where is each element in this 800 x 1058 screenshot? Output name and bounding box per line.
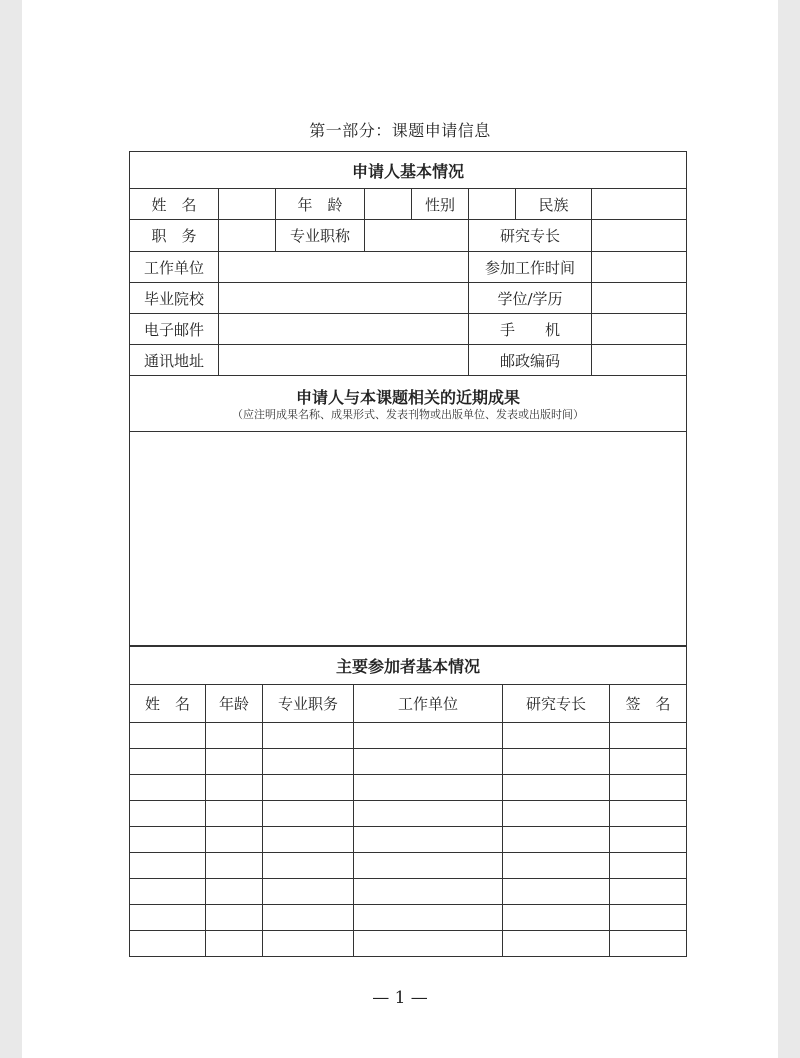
col-signature: 签 名 bbox=[610, 685, 687, 723]
cell-name[interactable] bbox=[130, 827, 206, 853]
cell-workplace[interactable] bbox=[354, 853, 503, 879]
achievements-header: 申请人与本课题相关的近期成果 bbox=[296, 388, 521, 407]
label-position: 职 务 bbox=[130, 220, 219, 252]
label-address: 通讯地址 bbox=[130, 345, 219, 376]
cell-workplace[interactable] bbox=[354, 723, 503, 749]
applicant-info-table bbox=[129, 151, 687, 646]
col-title: 专业职务 bbox=[263, 685, 354, 723]
field-position[interactable] bbox=[219, 220, 276, 252]
field-work-start[interactable] bbox=[592, 252, 687, 283]
section-title: 第一部分：课题申请信息 bbox=[309, 121, 491, 140]
cell-age[interactable] bbox=[206, 931, 263, 957]
cell-specialty[interactable] bbox=[503, 801, 610, 827]
field-postcode[interactable] bbox=[592, 345, 687, 376]
label-title: 专业职称 bbox=[276, 220, 365, 252]
cell-age[interactable] bbox=[206, 827, 263, 853]
cell-specialty[interactable] bbox=[503, 931, 610, 957]
cell-specialty[interactable] bbox=[503, 723, 610, 749]
cell-name[interactable] bbox=[130, 853, 206, 879]
cell-age[interactable] bbox=[206, 905, 263, 931]
table-row bbox=[130, 775, 687, 801]
cell-signature[interactable] bbox=[610, 931, 687, 957]
label-phone: 手 机 bbox=[469, 314, 592, 345]
field-specialty[interactable] bbox=[592, 220, 687, 252]
participant-rows bbox=[130, 723, 687, 957]
cell-signature[interactable] bbox=[610, 827, 687, 853]
field-title[interactable] bbox=[365, 220, 469, 252]
cell-title[interactable] bbox=[263, 827, 354, 853]
cell-title[interactable] bbox=[263, 879, 354, 905]
field-email[interactable] bbox=[219, 314, 469, 345]
field-school[interactable] bbox=[219, 283, 469, 314]
cell-specialty[interactable] bbox=[503, 827, 610, 853]
cell-name[interactable] bbox=[130, 775, 206, 801]
cell-workplace[interactable] bbox=[354, 801, 503, 827]
cell-specialty[interactable] bbox=[503, 775, 610, 801]
table-row bbox=[130, 723, 687, 749]
cell-name[interactable] bbox=[130, 905, 206, 931]
cell-signature[interactable] bbox=[610, 879, 687, 905]
field-degree[interactable] bbox=[592, 283, 687, 314]
col-age: 年龄 bbox=[206, 685, 263, 723]
label-workplace: 工作单位 bbox=[130, 252, 219, 283]
field-address[interactable] bbox=[219, 345, 469, 376]
field-ethnicity[interactable] bbox=[592, 189, 687, 220]
cell-age[interactable] bbox=[206, 853, 263, 879]
cell-title[interactable] bbox=[263, 749, 354, 775]
participants-header: 主要参加者基本情况 bbox=[130, 647, 687, 685]
cell-workplace[interactable] bbox=[354, 931, 503, 957]
cell-specialty[interactable] bbox=[503, 749, 610, 775]
field-name[interactable] bbox=[219, 189, 276, 220]
col-name: 姓 名 bbox=[130, 685, 206, 723]
cell-name[interactable] bbox=[130, 723, 206, 749]
page-number: — 1 — bbox=[372, 988, 428, 1008]
cell-workplace[interactable] bbox=[354, 879, 503, 905]
cell-signature[interactable] bbox=[610, 749, 687, 775]
cell-workplace[interactable] bbox=[354, 905, 503, 931]
field-gender[interactable] bbox=[469, 189, 516, 220]
applicant-header: 申请人基本情况 bbox=[130, 152, 687, 189]
table-row bbox=[130, 879, 687, 905]
table-row bbox=[130, 853, 687, 879]
label-school: 毕业院校 bbox=[130, 283, 219, 314]
label-ethnicity: 民族 bbox=[516, 189, 592, 220]
cell-title[interactable] bbox=[263, 931, 354, 957]
col-workplace: 工作单位 bbox=[354, 685, 503, 723]
label-postcode: 邮政编码 bbox=[469, 345, 592, 376]
label-name: 姓 名 bbox=[130, 189, 219, 220]
cell-age[interactable] bbox=[206, 879, 263, 905]
table-row bbox=[130, 931, 687, 957]
table-row bbox=[130, 801, 687, 827]
label-degree: 学位/学历 bbox=[469, 283, 592, 314]
cell-specialty[interactable] bbox=[503, 853, 610, 879]
cell-signature[interactable] bbox=[610, 853, 687, 879]
cell-workplace[interactable] bbox=[354, 749, 503, 775]
cell-title[interactable] bbox=[263, 853, 354, 879]
table-row bbox=[130, 749, 687, 775]
cell-signature[interactable] bbox=[610, 775, 687, 801]
cell-age[interactable] bbox=[206, 723, 263, 749]
field-age[interactable] bbox=[365, 189, 412, 220]
cell-title[interactable] bbox=[263, 775, 354, 801]
cell-specialty[interactable] bbox=[503, 879, 610, 905]
label-gender: 性别 bbox=[412, 189, 469, 220]
label-specialty: 研究专长 bbox=[469, 220, 592, 252]
field-workplace[interactable] bbox=[219, 252, 469, 283]
cell-name[interactable] bbox=[130, 749, 206, 775]
cell-workplace[interactable] bbox=[354, 827, 503, 853]
cell-name[interactable] bbox=[130, 879, 206, 905]
cell-name[interactable] bbox=[130, 931, 206, 957]
cell-signature[interactable] bbox=[610, 723, 687, 749]
achievements-field[interactable] bbox=[130, 432, 687, 646]
cell-workplace[interactable] bbox=[354, 775, 503, 801]
label-work-start: 参加工作时间 bbox=[469, 252, 592, 283]
table-row bbox=[130, 905, 687, 931]
label-email: 电子邮件 bbox=[130, 314, 219, 345]
cell-signature[interactable] bbox=[610, 905, 687, 931]
cell-specialty[interactable] bbox=[503, 905, 610, 931]
field-phone[interactable] bbox=[592, 314, 687, 345]
cell-signature[interactable] bbox=[610, 801, 687, 827]
cell-age[interactable] bbox=[206, 775, 263, 801]
label-age: 年 龄 bbox=[276, 189, 365, 220]
cell-age[interactable] bbox=[206, 801, 263, 827]
col-specialty: 研究专长 bbox=[503, 685, 610, 723]
participants-table bbox=[129, 646, 687, 957]
cell-age[interactable] bbox=[206, 749, 263, 775]
table-row bbox=[130, 827, 687, 853]
cell-title[interactable] bbox=[263, 723, 354, 749]
cell-title[interactable] bbox=[263, 905, 354, 931]
achievements-header-cell bbox=[130, 376, 687, 432]
cell-title[interactable] bbox=[263, 801, 354, 827]
cell-name[interactable] bbox=[130, 801, 206, 827]
achievements-note: （应注明成果名称、成果形式、发表刊物或出版单位、发表或出版时间） bbox=[232, 408, 585, 421]
